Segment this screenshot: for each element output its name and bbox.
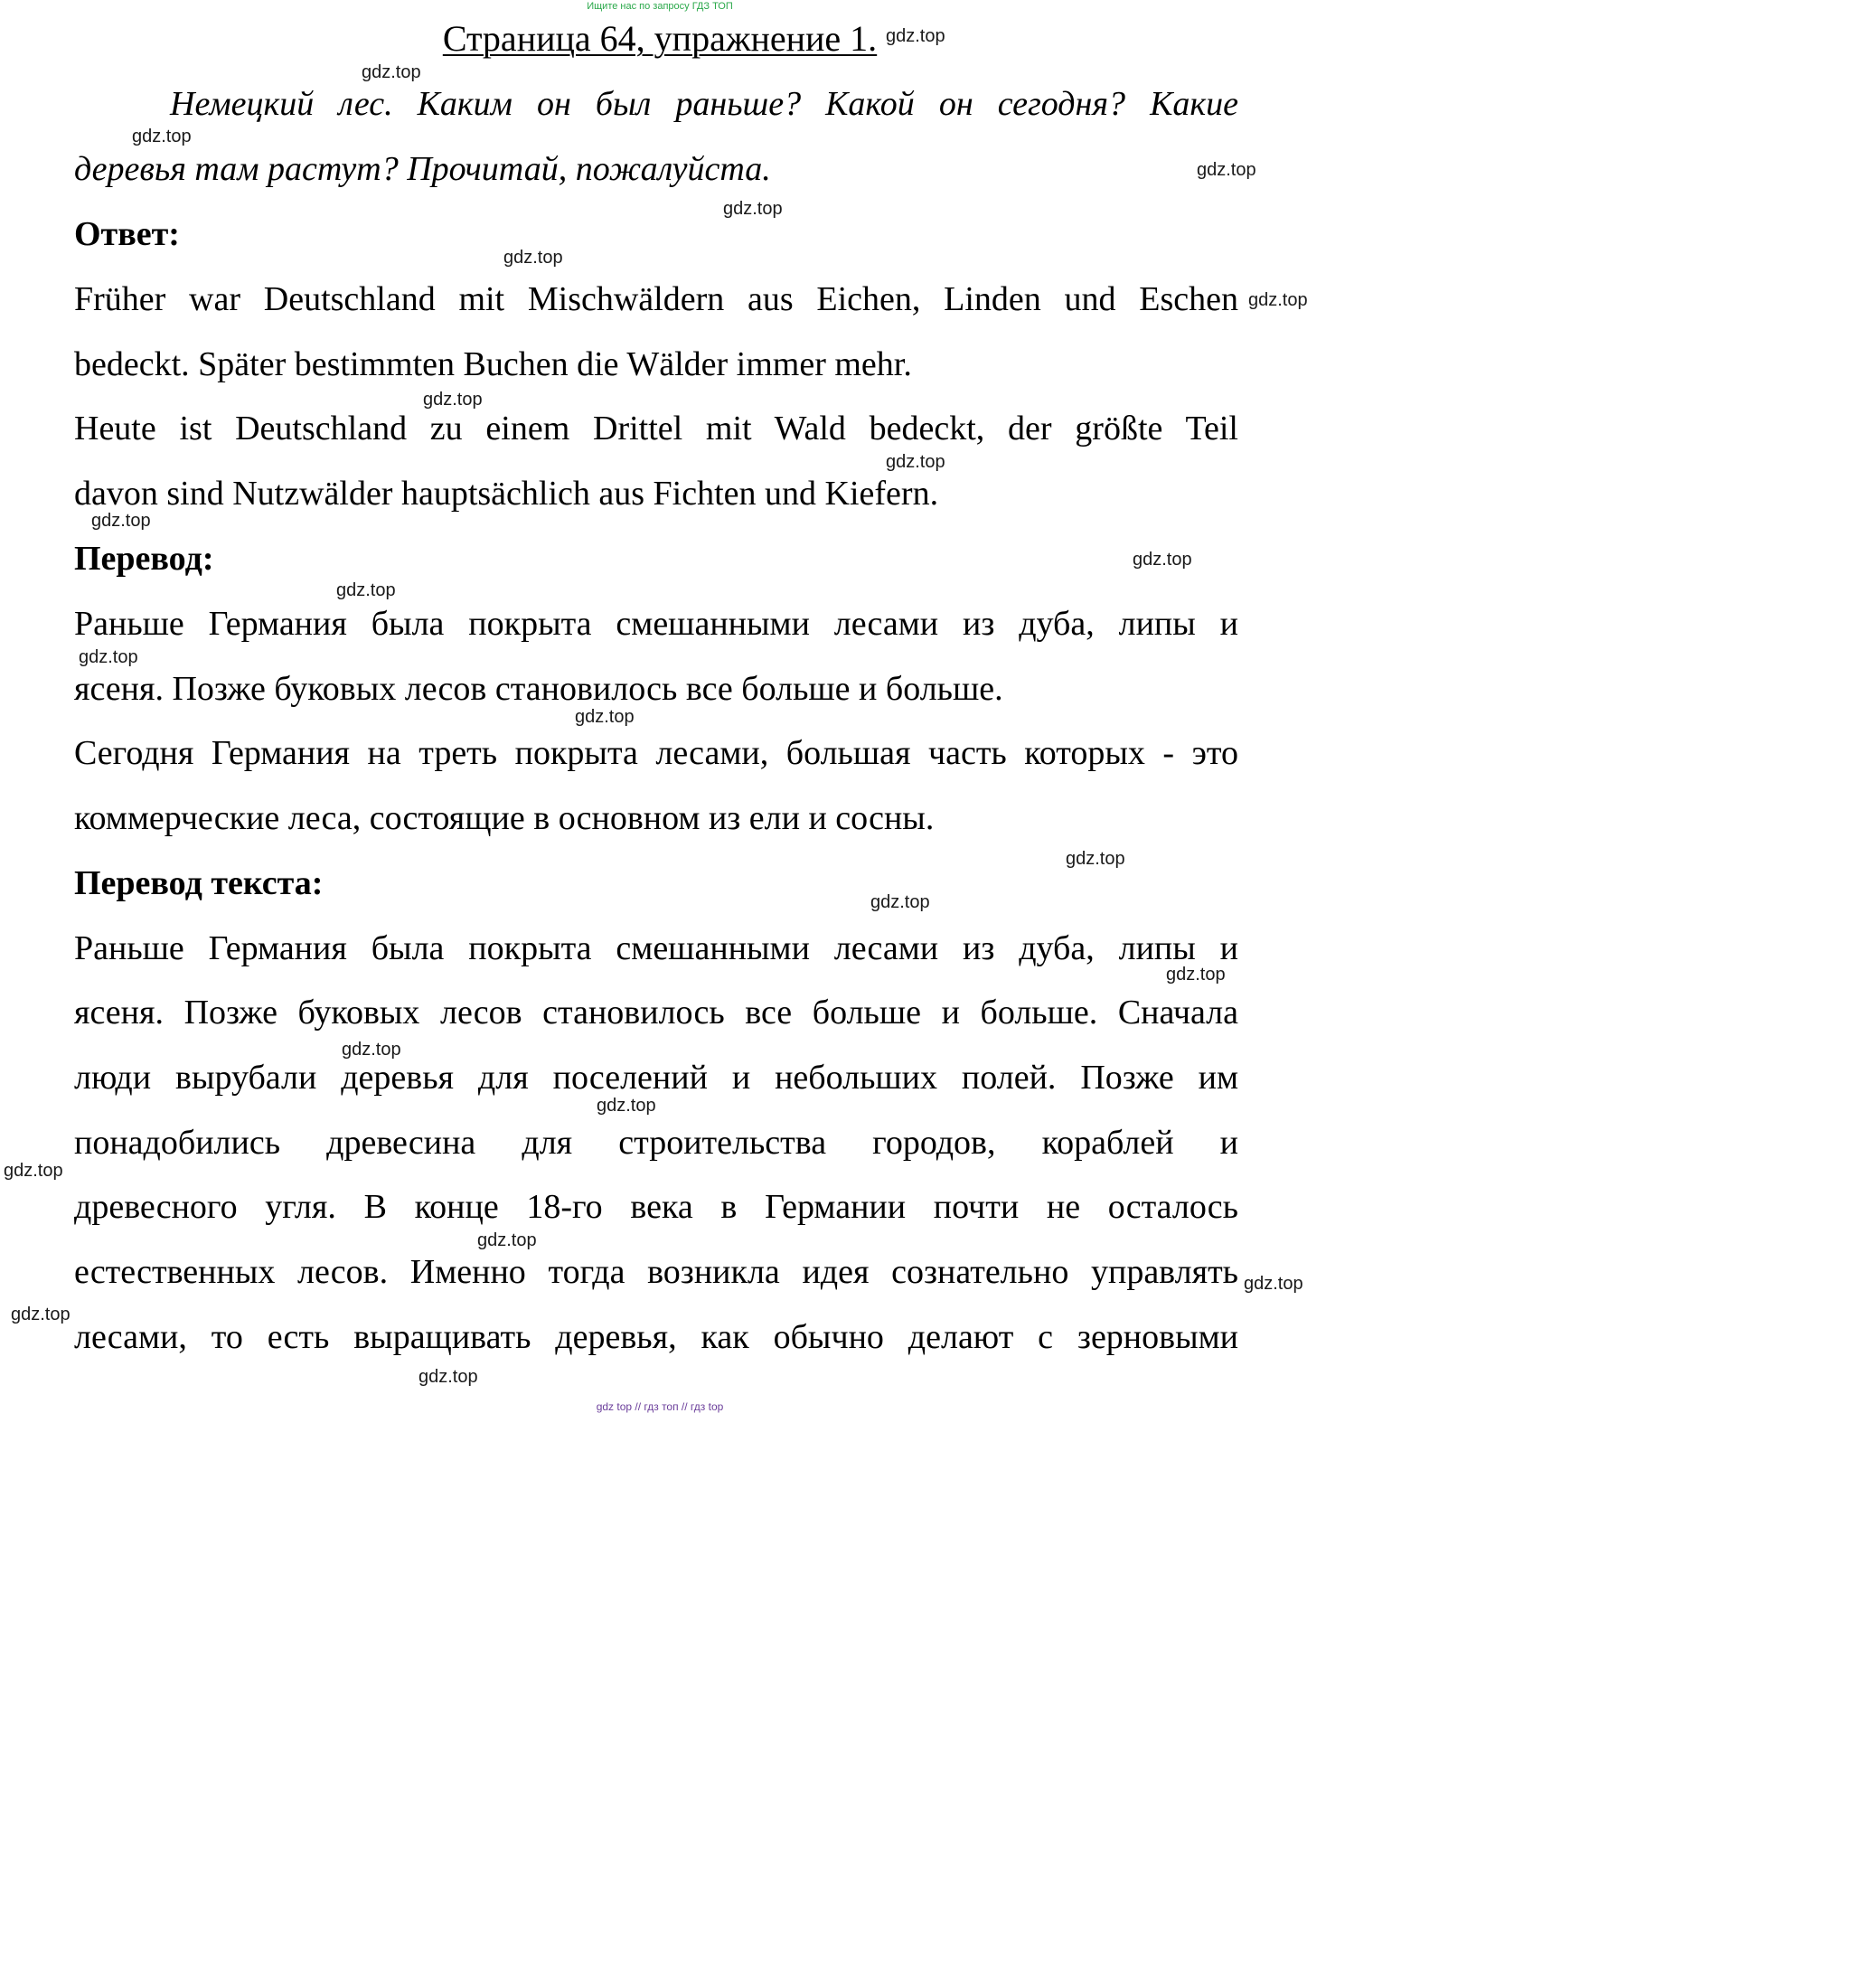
watermark: gdz.top — [1197, 160, 1256, 180]
watermark: gdz.top — [362, 62, 421, 82]
watermark: gdz.top — [477, 1230, 537, 1250]
watermark: gdz.top — [132, 127, 192, 146]
watermark: gdz.top — [1133, 550, 1192, 570]
translation-line-1: Раньше Германия была покрыта смешанными лесами из дуба, липы и — [74, 605, 1238, 643]
watermark: gdz.top — [886, 26, 945, 46]
watermark: gdz.top — [1166, 965, 1226, 985]
watermark: gdz.top — [870, 892, 930, 912]
text-translation-line-5: древесного угля. В конце 18-го века в Германии почти не осталось — [74, 1188, 1238, 1226]
text-translation-line-2: ясеня. Позже буковых лесов становилось все больше и больше. Сначала — [74, 994, 1238, 1032]
watermark: gdz.top — [4, 1161, 63, 1181]
text-translation-heading: Перевод текста: — [74, 864, 324, 902]
watermark: gdz.top — [575, 707, 635, 727]
answer-heading: Ответ: — [74, 215, 180, 253]
task-line-1: Немецкий лес. Каким он был раньше? Какой он сегодня? Какие — [170, 85, 1238, 123]
text-translation-line-3: люди вырубали деревья для поселений и небольших полей. Позже им — [74, 1059, 1238, 1097]
footer-promo: gdz top // гдз топ // гдз top — [596, 1400, 724, 1413]
text-translation-line-6: естественных лесов. Именно тогда возникла идея сознательно управлять — [74, 1253, 1238, 1291]
watermark: gdz.top — [11, 1305, 71, 1324]
translation-line-3: Сегодня Германия на треть покрыта лесами, большая часть которых - это — [74, 734, 1238, 772]
watermark: gdz.top — [1066, 849, 1125, 869]
page-title — [0, 16, 1320, 61]
watermark: gdz.top — [336, 580, 396, 600]
translation-line-2: ясеня. Позже буковых лесов становилось все больше и больше. — [74, 670, 1003, 708]
text-translation-line-4: понадобились древесина для строительства городов, кораблей и — [74, 1124, 1238, 1162]
translation-line-4: коммерческие леса, состоящие в основном из ели и сосны. — [74, 799, 935, 837]
page-title-text: Страница 64, упражнение 1. — [442, 18, 878, 59]
watermark: gdz.top — [418, 1367, 478, 1387]
promo-header: Ищите нас по запросу ГДЗ ТОП — [587, 1, 733, 12]
translation-heading: Перевод: — [74, 540, 214, 578]
answer-line-1: Früher war Deutschland mit Mischwäldern aus Eichen, Linden und Eschen — [74, 280, 1238, 318]
text-translation-line-1: Раньше Германия была покрыта смешанными лесами из дуба, липы и — [74, 929, 1238, 967]
text-translation-line-7: лесами, то есть выращивать деревья, как обычно делают с зерновыми — [74, 1318, 1238, 1356]
watermark: gdz.top — [503, 248, 563, 268]
watermark: gdz.top — [79, 647, 138, 667]
watermark: gdz.top — [1248, 290, 1308, 310]
watermark: gdz.top — [342, 1040, 401, 1060]
watermark: gdz.top — [886, 452, 945, 472]
answer-line-4: davon sind Nutzwälder hauptsächlich aus Fichten und Kiefern. — [74, 475, 939, 513]
answer-line-2: bedeckt. Später bestimmten Buchen die Wälder immer mehr. — [74, 345, 912, 383]
watermark: gdz.top — [723, 199, 783, 219]
watermark: gdz.top — [423, 390, 483, 410]
task-line-2: деревья там растут? Прочитай, пожалуйста. — [74, 150, 771, 188]
answer-line-3: Heute ist Deutschland zu einem Drittel mit Wald bedeckt, der größte Teil — [74, 410, 1238, 448]
watermark: gdz.top — [597, 1096, 656, 1116]
watermark: gdz.top — [1244, 1274, 1303, 1294]
watermark: gdz.top — [91, 511, 151, 531]
